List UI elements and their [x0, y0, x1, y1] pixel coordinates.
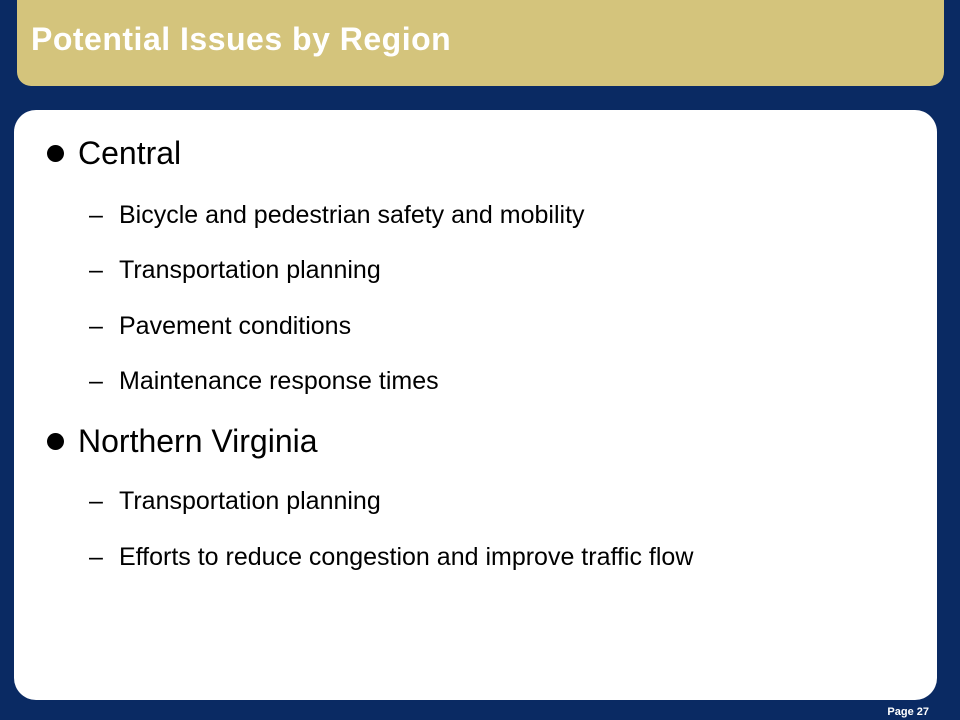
- dash-icon: –: [89, 201, 103, 229]
- list-item: [89, 201, 585, 230]
- dash-icon: –: [89, 367, 103, 395]
- list-item: [89, 367, 439, 396]
- bullet-dot-icon: [47, 433, 64, 450]
- page-number: Page 27: [887, 706, 929, 718]
- list-item-label: Efforts to reduce congestion and improve traffic flow: [119, 543, 694, 571]
- list-item: [89, 256, 381, 285]
- content-panel: [14, 110, 937, 700]
- list-item: [89, 312, 351, 341]
- slide-title: Potential Issues by Region: [31, 21, 452, 57]
- section-heading-northern-virginia: [47, 423, 318, 460]
- list-item-label: Pavement conditions: [119, 312, 352, 340]
- dash-icon: –: [89, 256, 103, 284]
- section-heading-label: Central: [78, 135, 182, 171]
- dash-icon: –: [89, 312, 103, 340]
- list-item-label: Bicycle and pedestrian safety and mobility: [119, 201, 585, 229]
- dash-icon: –: [89, 543, 103, 571]
- section-heading-central: [47, 135, 181, 172]
- bullet-dot-icon: [47, 145, 64, 162]
- list-item: [89, 487, 381, 516]
- dash-icon: –: [89, 487, 103, 515]
- list-item-label: Transportation planning: [119, 487, 381, 515]
- title-bar: [17, 0, 944, 86]
- section-heading-label: Northern Virginia: [78, 423, 318, 459]
- list-item-label: Transportation planning: [119, 256, 381, 284]
- list-item: [89, 543, 693, 572]
- list-item-label: Maintenance response times: [119, 367, 439, 395]
